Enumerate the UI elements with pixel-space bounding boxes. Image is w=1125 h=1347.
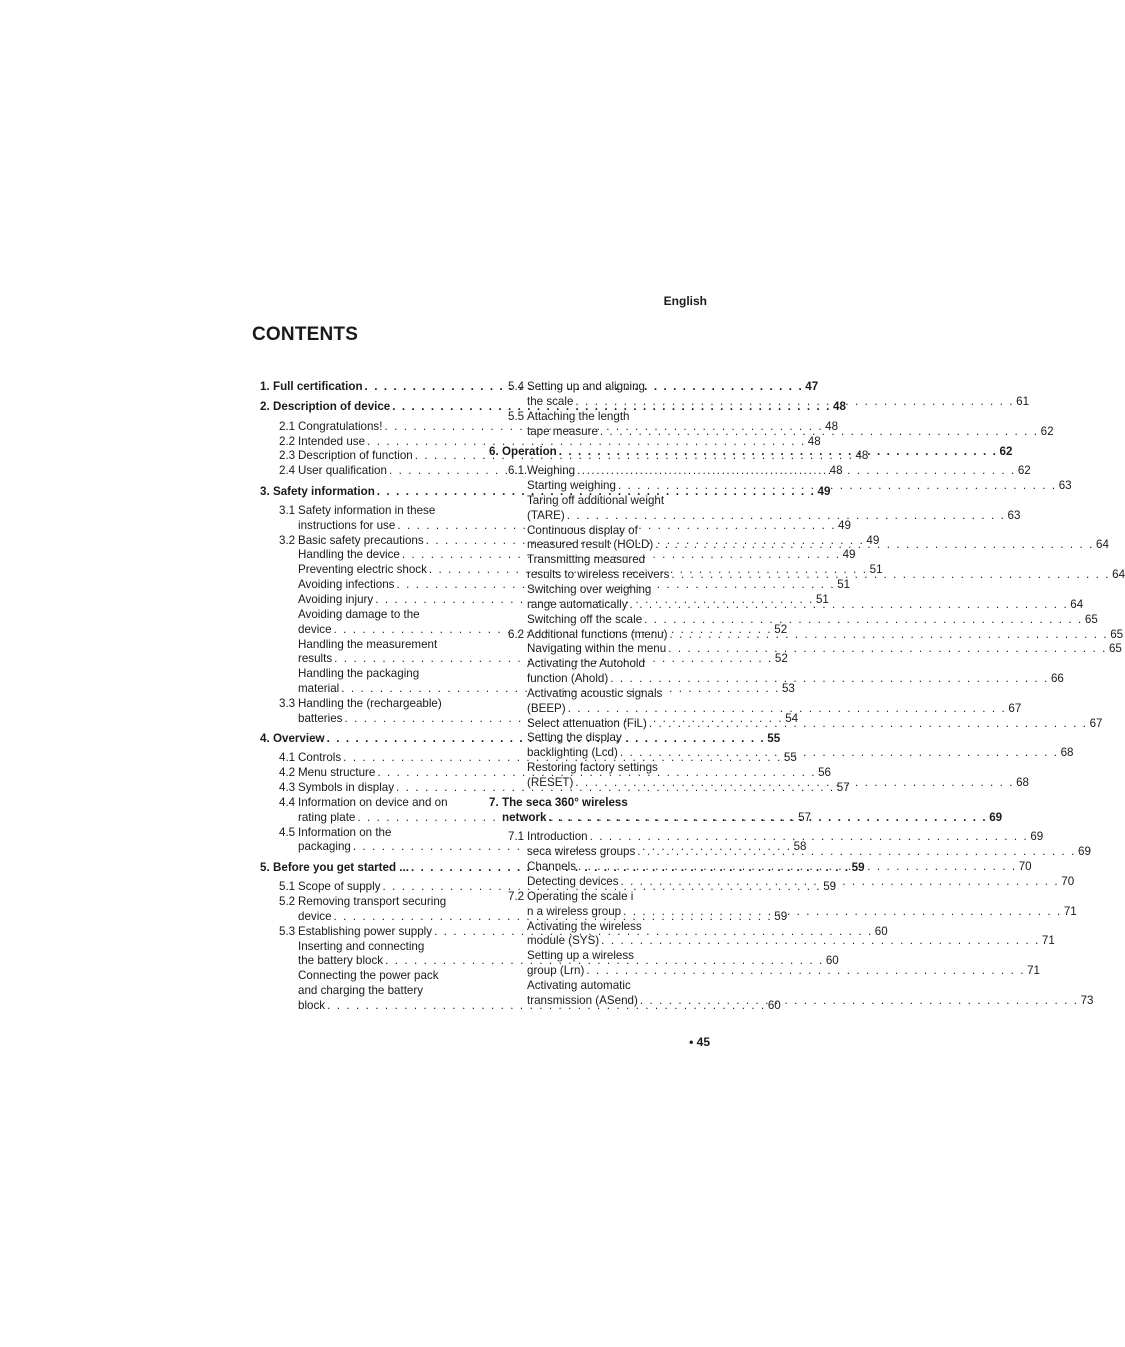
toc-page-number: 48 — [829, 464, 843, 478]
toc-entry-line — [527, 508, 1021, 524]
toc-page-number: 71 — [1063, 904, 1077, 918]
toc-entry-line — [260, 796, 478, 811]
toc-entry-line — [260, 969, 478, 984]
toc-entry-number: 3.2 — [279, 533, 296, 547]
toc-entry-line — [260, 667, 478, 682]
toc-entry-title: Avoiding damage to the — [298, 607, 420, 621]
toc-entry-title: Navigating within the menu — [527, 642, 667, 656]
toc-entry-line — [489, 687, 707, 702]
toc-page-number: 57 — [836, 781, 850, 795]
toc-entry-line — [489, 890, 707, 905]
toc-page-number: 52 — [774, 652, 788, 666]
toc-page-number: 64 — [1112, 568, 1125, 582]
toc-page-number: 48 — [825, 419, 839, 433]
toc-entry-title: Activating automatic — [527, 978, 631, 992]
toc-page-number: 60 — [874, 924, 888, 938]
toc-page-number: 48 — [855, 449, 869, 463]
toc-entry-title: Information on the — [298, 825, 392, 839]
toc-entry-line — [489, 657, 707, 672]
toc-entry-title: Safety information — [273, 484, 375, 498]
toc-entry-line — [527, 964, 1040, 979]
toc-entry-line — [260, 638, 478, 653]
toc-entry-title: the battery block — [298, 954, 384, 968]
page-number: • 45 — [689, 1035, 710, 1049]
toc-page-number: 67 — [1008, 701, 1022, 715]
toc-entry-line — [489, 731, 707, 746]
toc-leader-dots — [588, 830, 1029, 845]
toc-entry-title: Establishing power supply — [298, 924, 433, 938]
toc-entry-title: backlighting (Lcd) — [527, 746, 618, 760]
toc-entry-number: 2.2 — [279, 434, 296, 448]
toc-page-number: 49 — [842, 548, 856, 562]
toc-entry-line — [489, 830, 1044, 845]
toc-leader-dots — [573, 776, 1014, 791]
toc-entry-number: 2.3 — [279, 449, 296, 463]
toc-entry-title: Additional functions (menu) — [527, 627, 668, 641]
toc-page-number: 69 — [989, 811, 1003, 825]
toc-entry-title: Starting weighing — [527, 479, 616, 493]
toc-leader-dots — [619, 875, 1060, 890]
toc-entry-title: Handling the device — [298, 548, 400, 562]
toc-entry-title: Inserting and connecting — [298, 939, 425, 953]
toc-entry-title: Taring off additional weight — [527, 493, 665, 507]
toc-entry-title: Basic safety precautions — [298, 533, 424, 547]
toc-entry-title: Activating the Autohold — [527, 657, 645, 671]
toc-entry-title: Switching off the scale — [527, 612, 643, 626]
toc-entry-line — [527, 934, 1055, 949]
toc-leader-dots — [573, 395, 1014, 410]
toc-entry[interactable] — [489, 612, 1098, 628]
toc-entry-title: transmission (ASend) — [527, 993, 638, 1007]
toc-entry-number: 3.3 — [279, 696, 296, 710]
toc-entry-title: Restoring factory settings — [527, 761, 658, 775]
toc-entry-title: Setting up a wireless — [527, 949, 634, 963]
toc-leader-dots — [575, 464, 1016, 479]
toc-entry-line — [260, 608, 478, 623]
toc-entry-number: 5. — [260, 860, 270, 874]
language-label: English — [663, 294, 707, 308]
toc-entry-line — [489, 642, 1122, 657]
toc-leader-dots — [669, 568, 1110, 583]
toc-entry-line — [489, 612, 1098, 628]
toc-entry-line — [527, 701, 1022, 717]
toc-leader-dots — [647, 717, 1088, 732]
toc-entry-title: Transmitting measured — [527, 553, 646, 567]
toc-leader-dots — [599, 934, 1040, 949]
toc-page-number: 55 — [767, 732, 781, 746]
toc-entry-title: Connecting the power pack — [298, 969, 439, 983]
toc-entry-title: Controls — [298, 751, 342, 765]
toc-entry-number: 1. — [260, 380, 270, 393]
toc-entry-title: Activating acoustic signals — [527, 686, 663, 700]
toc-entry-line — [489, 949, 707, 964]
toc-entry-title: Information on device and on — [298, 795, 448, 809]
toc-page-number: 62 — [1017, 464, 1031, 478]
toc-entry-line — [489, 761, 707, 776]
toc-leader-dots — [584, 964, 1025, 979]
toc-page-number: 60 — [825, 954, 839, 968]
toc-entry-title: Continuous display of — [527, 523, 638, 537]
toc-entry-number: 6.2 — [508, 627, 525, 641]
toc-page-number: 65 — [1084, 612, 1098, 626]
toc-page-number: 51 — [869, 563, 883, 577]
toc-entry-number: 4.4 — [279, 795, 296, 809]
toc-page-number: 49 — [817, 484, 831, 498]
toc-entry-title: User qualification — [298, 464, 387, 478]
toc-entry-title: device — [298, 909, 332, 923]
page-title: CONTENTS — [252, 324, 359, 345]
toc-page-number: 49 — [838, 518, 851, 532]
toc-leader-dots — [557, 445, 998, 460]
toc-page-number: 66 — [1050, 672, 1064, 686]
toc-entry-number: 5.5 — [508, 409, 525, 423]
toc-entry-title: the scale — [527, 394, 574, 408]
toc-entry-number: 4.5 — [279, 825, 296, 839]
toc-page-number: 62 — [999, 444, 1013, 458]
toc-entry-title: Handling the packaging — [298, 667, 420, 681]
toc-page-number: 61 — [1016, 394, 1030, 408]
toc-page-number: 63 — [1058, 479, 1072, 493]
toc-page-number: 59 — [851, 860, 865, 874]
toc-entry-number: 5.3 — [279, 924, 296, 938]
toc-entry-title: (BEEP) — [527, 701, 566, 715]
toc-entry-line — [489, 553, 707, 568]
toc-page-number: 47 — [805, 380, 819, 393]
toc-entry[interactable] — [489, 642, 1122, 657]
toc-entry-title: Preventing electric shock — [298, 563, 427, 577]
toc-entry-line — [260, 697, 478, 712]
toc-leader-dots — [621, 905, 1062, 920]
toc-entry-number: 5.1 — [279, 880, 296, 894]
toc-leader-dots — [642, 613, 1083, 628]
toc-leader-dots — [566, 702, 1007, 717]
toc-entry-title: batteries — [298, 711, 343, 725]
toc-leader-dots — [565, 509, 1006, 524]
toc-page-number: 62 — [1040, 424, 1054, 438]
toc-page-number: 71 — [1027, 964, 1040, 978]
toc-entry-title: (TARE) — [527, 508, 565, 522]
toc-entry-number: 2.1 — [279, 419, 296, 433]
toc-page-number: 51 — [837, 578, 851, 592]
toc-entry-line — [527, 672, 1064, 687]
toc-page-number: 60 — [767, 998, 781, 1012]
toc-entry-number: 6.1 — [508, 464, 525, 478]
toc-entry-title: function (Ahold) — [527, 672, 609, 686]
toc-entry-title: Description of function — [298, 449, 413, 463]
toc-entry-title: Avoiding injury — [298, 592, 374, 606]
toc-entry-title: Weighing — [527, 464, 576, 478]
toc-entry-title: Description of device — [273, 400, 391, 414]
toc-entry-number: 7.1 — [508, 830, 525, 844]
toc-entry-title: Full certification — [273, 380, 363, 393]
toc-entry-title: network — [502, 811, 547, 825]
toc-page-number: 65 — [1108, 642, 1122, 656]
toc-page-number: 48 — [807, 434, 821, 448]
toc-page-number: 57 — [798, 810, 812, 824]
toc-entry-number: 4.3 — [279, 781, 296, 795]
toc-entry-line — [489, 979, 707, 994]
toc-page-number: 54 — [785, 711, 799, 725]
toc-leader-dots — [635, 845, 1076, 860]
toc-entry[interactable] — [260, 434, 821, 450]
toc-leader-dots — [598, 425, 1039, 440]
toc-leader-dots — [546, 811, 987, 826]
toc-page-number: 70 — [1018, 860, 1032, 874]
toc-entry-title: Avoiding infections — [298, 578, 395, 592]
toc-entry-title: Switching over weighing — [527, 582, 652, 596]
toc-entry-title: Handling the measurement — [298, 637, 438, 651]
toc-entry-title: Menu structure — [298, 766, 376, 780]
toc-entry-title: n a wireless group — [527, 904, 622, 918]
toc-leader-dots — [638, 994, 1079, 1009]
toc-entry-title: module (SYS) — [527, 934, 600, 948]
toc-entry-title: material — [298, 682, 340, 696]
toc-entry-title: and charging the battery — [298, 984, 424, 998]
toc-page-number: 63 — [1007, 508, 1021, 522]
toc-entry-title: Symbols in display — [298, 781, 395, 795]
toc-entry-line — [260, 940, 478, 955]
toc-entry[interactable] — [489, 830, 1044, 845]
toc-entry-title: results — [298, 652, 333, 666]
toc-leader-dots — [628, 598, 1069, 613]
toc-entry-title: device — [298, 622, 332, 636]
toc-page-number: 68 — [1060, 746, 1074, 760]
toc-page-number: 48 — [833, 400, 846, 414]
toc-entry-line — [260, 895, 478, 910]
toc-entry-line — [489, 583, 707, 598]
toc-entry-title: Channels — [527, 860, 576, 874]
toc-entry-number: 2.4 — [279, 464, 296, 478]
toc-page-number: 64 — [1070, 597, 1084, 611]
toc-page-number: 73 — [1080, 993, 1094, 1007]
toc-entry-line — [260, 826, 478, 841]
toc-entry-line — [489, 494, 707, 509]
toc-entry-line — [489, 920, 707, 935]
toc-entry-number: 4.1 — [279, 751, 296, 765]
toc-entry-title: Operating the scale i — [527, 889, 634, 903]
toc-entry-title: block — [298, 998, 326, 1012]
toc-entry-number: 5.2 — [279, 895, 296, 908]
toc-entry[interactable] — [489, 493, 1021, 524]
toc-entry-title: Select attenuation (FiL) — [527, 716, 647, 730]
toc-page-number: 51 — [815, 592, 829, 606]
toc-entry-number: 3. — [260, 484, 270, 498]
toc-entry-title: Detecting devices — [527, 875, 619, 888]
toc-leader-dots — [576, 860, 1017, 875]
toc-page-number: 49 — [866, 533, 880, 547]
toc-page-number: 52 — [774, 622, 788, 636]
toc-entry-number: 7.2 — [508, 889, 525, 903]
toc-leader-dots — [608, 672, 1049, 687]
toc-page-number: 64 — [1096, 538, 1109, 552]
toc-entry-title: rating plate — [298, 810, 356, 824]
toc-leader-dots — [653, 538, 1094, 553]
toc-entry-number: 4.2 — [279, 766, 296, 780]
toc-entry-title: Removing transport securing — [298, 895, 447, 908]
toc-entry-title: Attaching the length — [527, 409, 630, 423]
toc-entry-title: Overview — [273, 732, 325, 746]
toc-entry-line — [489, 410, 707, 425]
toc-entry-line — [260, 434, 821, 450]
toc-page-number: 69 — [1078, 845, 1091, 859]
toc-leader-dots — [668, 628, 1109, 643]
toc-entry-title: Congratulations! — [298, 419, 383, 433]
toc-entry-title: Scope of supply — [298, 880, 381, 894]
toc-entry-title: Setting up and aligning — [527, 380, 645, 393]
toc-entry-title: Before you get started ... — [273, 860, 409, 874]
toc-entry-title: instructions for use — [298, 518, 396, 532]
toc-entry-title: Introduction — [527, 830, 588, 844]
toc-entry-title: Operation — [502, 444, 557, 458]
toc-page-number: 55 — [783, 751, 797, 765]
toc-entry-number: 6. — [489, 444, 499, 458]
toc-entry-title: Intended use — [298, 434, 366, 448]
toc-entry-line — [489, 796, 707, 811]
toc-entry-number: 5.4 — [508, 380, 525, 393]
toc-entry-title: The seca 360° wireless — [502, 796, 628, 810]
toc-page-number: 69 — [1030, 830, 1044, 844]
toc-page-number: 58 — [793, 840, 807, 854]
toc-leader-dots — [618, 746, 1059, 761]
toc-page-number: 67 — [1089, 716, 1103, 730]
toc-entry-title: packaging — [298, 840, 351, 854]
toc-entry-line — [489, 380, 707, 395]
toc-entry-title: Activating the wireless — [527, 919, 642, 933]
toc-entry-number: 7. — [489, 796, 499, 810]
toc-entry-title: Setting the display — [527, 731, 622, 745]
toc-page-number: 56 — [818, 766, 831, 780]
toc-entry-title: group (Lrn) — [527, 964, 585, 978]
toc-entry-number: 4. — [260, 732, 270, 746]
toc-entry-number: 2. — [260, 400, 270, 414]
toc-entry-title: seca wireless groups — [527, 845, 636, 859]
toc-leader-dots — [616, 479, 1057, 494]
toc-leader-dots — [666, 642, 1107, 657]
toc-entry-number: 3.1 — [279, 503, 296, 517]
toc-entry-title: tape measure — [527, 424, 598, 438]
toc-entry-title: (RESET) — [527, 775, 574, 789]
toc-entry-title: measured result (HOLD) — [527, 538, 654, 552]
toc-page-number: 70 — [1061, 875, 1075, 888]
toc-entry-line — [489, 524, 707, 539]
toc-entry-title: Safety information in these — [298, 503, 436, 517]
toc-entry-title: results to wireless receivers — [527, 568, 670, 582]
toc-page-number: 68 — [1016, 775, 1030, 789]
toc-page-number: 65 — [1110, 627, 1124, 641]
toc-page-number: 59 — [823, 880, 837, 894]
toc-entry-line — [260, 504, 478, 519]
toc-entry-title: Handling the (rechargeable) — [298, 696, 442, 710]
toc-entry-line — [298, 984, 478, 999]
toc-page-number: 59 — [774, 909, 788, 923]
toc-page-number: 71 — [1041, 934, 1055, 948]
toc-page-number: 53 — [781, 682, 795, 696]
toc-entry-title: range automatically — [527, 597, 628, 611]
